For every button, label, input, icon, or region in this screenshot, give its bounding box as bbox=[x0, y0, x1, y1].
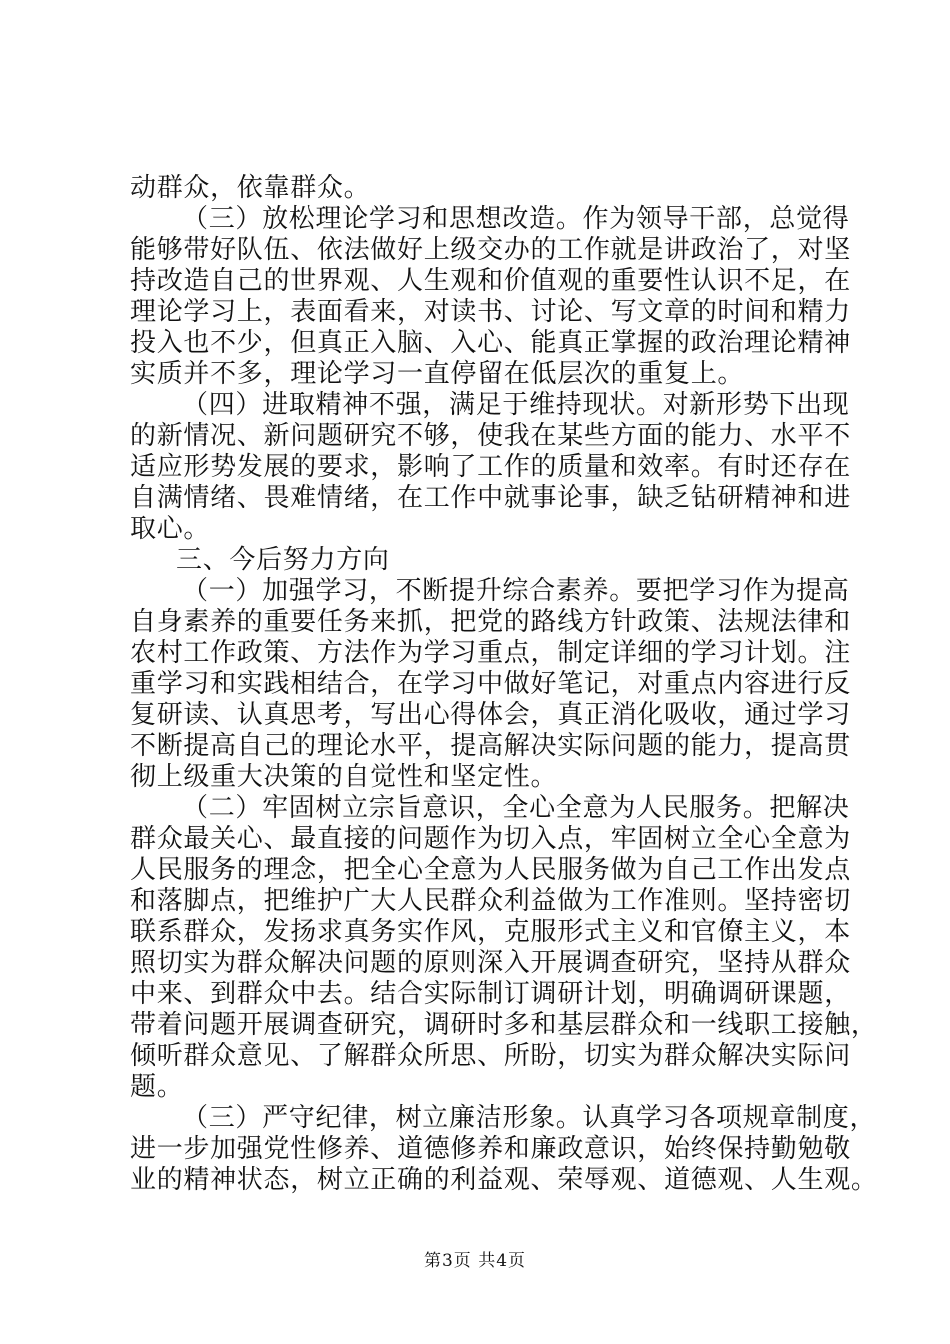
text-line: 理论学习上，表面看来，对读书、讨论、写文章的时间和精力 bbox=[130, 297, 851, 327]
text-line: 带着问题开展调查研究，调研时多和基层群众和一线职工接触， bbox=[130, 1010, 878, 1040]
text-line: 农村工作政策、方法作为学习重点，制定详细的学习计划。注 bbox=[130, 638, 851, 668]
text-line: 彻上级重大决策的自觉性和坚定性。 bbox=[130, 762, 558, 792]
text-line: 实质并不多，理论学习一直停留在低层次的重复上。 bbox=[130, 359, 745, 389]
text-line: 人民服务的理念，把全心全意为人民服务做为自己工作出发点 bbox=[130, 855, 851, 885]
text-line: 复研读、认真思考，写出心得体会，真正消化吸收，通过学习 bbox=[130, 700, 851, 730]
text-line: 进一步加强党性修养、道德修养和廉政意识，始终保持勤勉敬 bbox=[130, 1134, 851, 1164]
paragraph-start-line: （三）严守纪律，树立廉洁形象。认真学习各项规章制度， bbox=[182, 1103, 877, 1133]
paragraph-start-line: （二）牢固树立宗旨意识，全心全意为人民服务。把解决 bbox=[182, 793, 850, 823]
section-heading: 三、今后努力方向 bbox=[176, 545, 390, 575]
text-line: 中来、到群众中去。结合实际制订调研计划，明确调研课题， bbox=[130, 979, 851, 1009]
paragraph-start-line: （一）加强学习，不断提升综合素养。要把学习作为提高 bbox=[182, 576, 850, 606]
paragraph-start-line: （三）放松理论学习和思想改造。作为领导干部，总觉得 bbox=[182, 204, 850, 234]
text-line: 投入也不少，但真正入脑、入心、能真正掌握的政治理论精神 bbox=[130, 328, 851, 358]
text-line: 业的精神状态，树立正确的利益观、荣辱观、道德观、人生观。 bbox=[130, 1165, 878, 1195]
text-line: 适应形势发展的要求，影响了工作的质量和效率。有时还存在 bbox=[130, 452, 851, 482]
paragraph-start-line: （四）进取精神不强，满足于维持现状。对新形势下出现 bbox=[182, 390, 850, 420]
text-line: 重学习和实践相结合，在学习中做好笔记，对重点内容进行反 bbox=[130, 669, 851, 699]
text-line: 取心。 bbox=[130, 514, 211, 544]
text-line: 动群众，依靠群众。 bbox=[130, 173, 371, 203]
text-line: 倾听群众意见、了解群众所思、所盼，切实为群众解决实际问 bbox=[130, 1041, 851, 1071]
text-line: 能够带好队伍、依法做好上级交办的工作就是讲政治了，对坚 bbox=[130, 235, 851, 265]
text-line: 持改造自己的世界观、人生观和价值观的重要性认识不足，在 bbox=[130, 266, 851, 296]
text-line: 联系群众，发扬求真务实作风，克服形式主义和官僚主义，本 bbox=[130, 917, 851, 947]
text-line: 群众最关心、最直接的问题作为切入点，牢固树立全心全意为 bbox=[130, 824, 851, 854]
text-line: 自身素养的重要任务来抓，把党的路线方针政策、法规法律和 bbox=[130, 607, 851, 637]
text-line: 照切实为群众解决问题的原则深入开展调查研究，坚持从群众 bbox=[130, 948, 851, 978]
text-line: 的新情况、新问题研究不够，使我在某些方面的能力、水平不 bbox=[130, 421, 851, 451]
text-line: 不断提高自己的理论水平，提高解决实际问题的能力，提高贯 bbox=[130, 731, 851, 761]
text-line: 和落脚点，把维护广大人民群众利益做为工作准则。坚持密切 bbox=[130, 886, 851, 916]
page-number-footer: 第3页 共4页 bbox=[423, 1251, 527, 1271]
text-line: 自满情绪、畏难情绪，在工作中就事论事，缺乏钻研精神和进 bbox=[130, 483, 851, 513]
text-line: 题。 bbox=[130, 1072, 184, 1102]
